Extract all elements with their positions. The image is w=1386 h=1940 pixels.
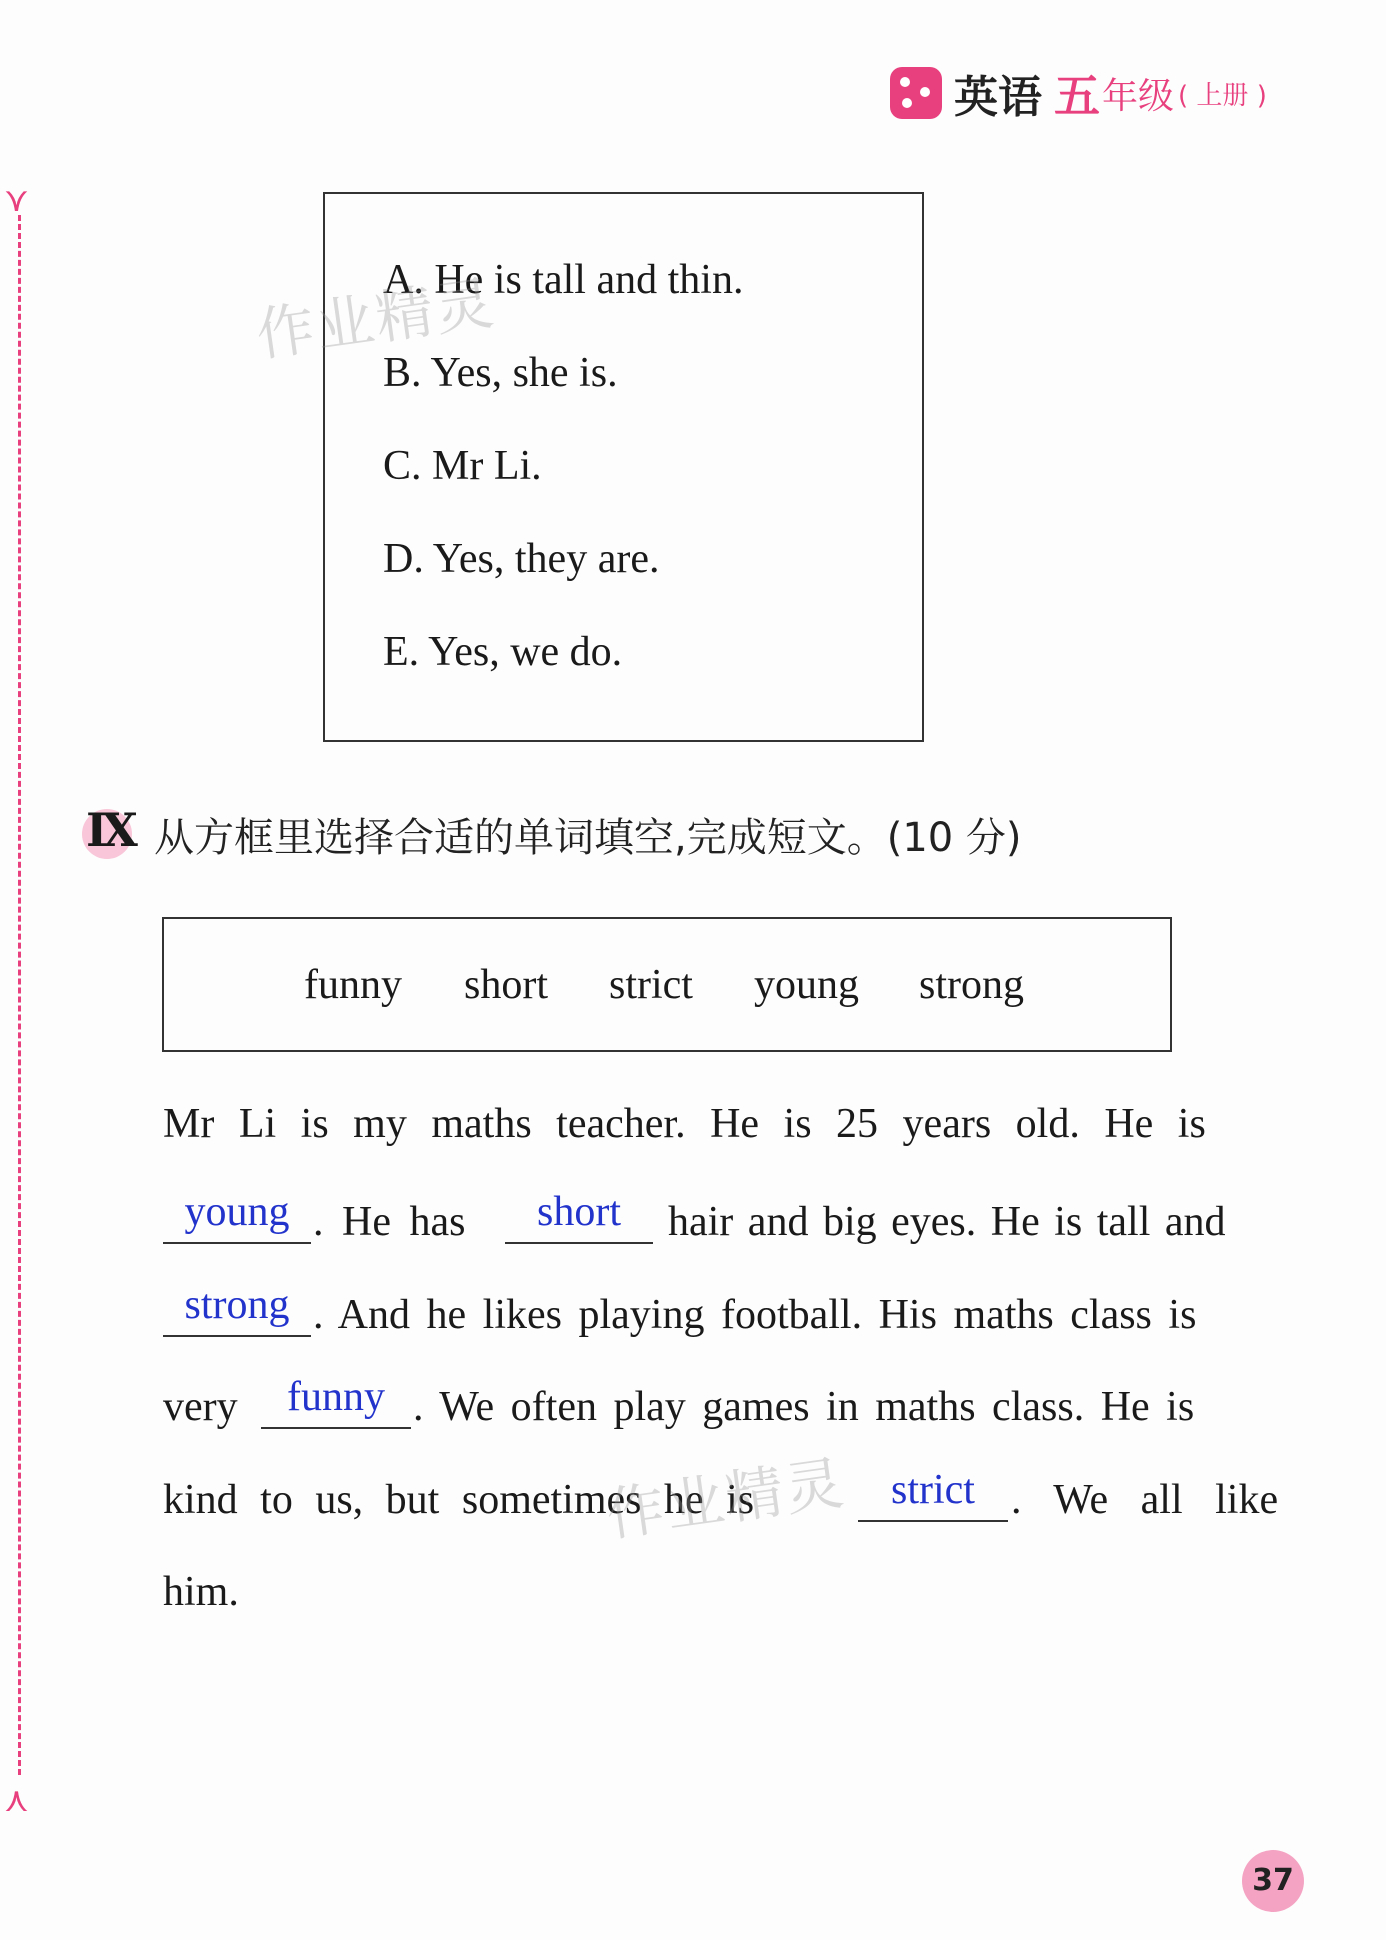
passage-text: him. <box>163 1569 239 1615</box>
passage-text: . And he likes playing football. His maths class is <box>313 1292 1197 1338</box>
passage-text: . We all like <box>1011 1477 1279 1523</box>
passage-line-4 <box>163 1375 1288 1435</box>
watermark: 作业精灵 <box>252 268 500 370</box>
answer-blank-4[interactable] <box>261 1375 411 1429</box>
answer-blank-1[interactable] <box>163 1190 311 1244</box>
grade-label: 年级 <box>1102 75 1175 117</box>
section-instruction: 从方框里选择合适的单词填空,完成短文。(10 分) <box>154 814 1022 861</box>
word-bank-item: strong <box>919 962 1024 1008</box>
page-number: 37 <box>1242 1850 1304 1912</box>
passage-line-3 <box>163 1283 1288 1343</box>
passage-text: very <box>163 1384 238 1430</box>
answer-blank-5[interactable] <box>858 1468 1008 1522</box>
passage-text: . He has <box>313 1199 466 1245</box>
answer-text: strict <box>891 1467 975 1513</box>
word-bank-item: strict <box>609 962 693 1008</box>
answer-blank-3[interactable] <box>163 1283 311 1337</box>
passage-line-2 <box>163 1190 1288 1250</box>
subject-title: 英语 <box>954 72 1042 123</box>
side-dashed-line <box>18 215 21 1775</box>
grade-number: 五 <box>1054 69 1100 123</box>
word-bank-item: young <box>754 962 859 1008</box>
arrow-bottom-icon: ⋏ <box>4 1780 29 1820</box>
passage-text: . We often play games in maths class. He is <box>413 1384 1195 1430</box>
word-bank-item: short <box>464 962 548 1008</box>
answer-text: strong <box>184 1282 290 1328</box>
option-d: D. Yes, they are. <box>383 536 660 582</box>
passage-line-1 <box>163 1100 1288 1160</box>
passage-text: Mr Li is my maths teacher. He is 25 years old. He is <box>163 1101 1206 1147</box>
option-c: C. Mr Li. <box>383 443 542 489</box>
section-number: Ⅸ <box>86 805 138 856</box>
section-title <box>82 805 1022 863</box>
word-bank-box <box>162 917 1172 1052</box>
answer-blank-2[interactable] <box>505 1190 653 1244</box>
passage-text: kind to us, but sometimes he is <box>163 1477 755 1523</box>
page-header <box>890 58 1267 128</box>
option-a: A. He is tall and thin. <box>383 257 744 303</box>
word-bank-item: funny <box>304 962 402 1008</box>
answer-text: short <box>537 1189 621 1235</box>
answer-text: funny <box>287 1374 385 1420</box>
arrow-top-icon: ⋎ <box>4 180 29 220</box>
subject-logo-icon <box>890 67 942 119</box>
option-e: E. Yes, we do. <box>383 629 623 675</box>
passage-line-6 <box>163 1568 1288 1628</box>
watermark: 作业精灵 <box>602 1448 850 1550</box>
passage-text: hair and big eyes. He is tall and <box>668 1199 1226 1245</box>
option-b: B. Yes, she is. <box>383 350 618 396</box>
volume-label: ( 上册 ) <box>1178 80 1267 111</box>
section-number-badge <box>82 805 140 863</box>
answer-text: young <box>184 1189 290 1235</box>
